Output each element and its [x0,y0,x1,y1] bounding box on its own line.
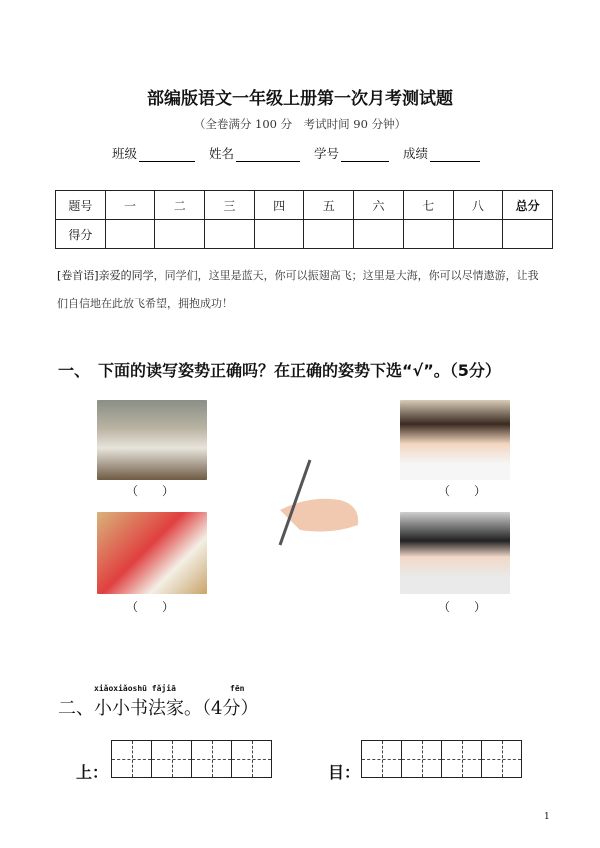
score-cell[interactable] [453,220,503,249]
score-cell[interactable] [304,220,354,249]
info-name-label: 姓名 [209,146,235,161]
writing-grid-1[interactable] [111,740,272,778]
pinyin-fen: fēn [230,684,245,693]
exam-title: 部编版语文一年级上册第一次月考测试题 [147,89,453,109]
score-row-label: 得分 [56,220,106,249]
char-label-shang: 上： [76,763,109,782]
intro-body: ，同学们，这里是蓝天，你可以振翅高飞；这里是大海，你可以尽情遨游，让我们自信地在此放飞希望，拥抱成功！ [57,269,539,310]
page-number: 1 [544,812,550,822]
score-cell[interactable] [205,220,255,249]
score-blank[interactable] [430,147,480,162]
score-cell[interactable] [403,220,453,249]
header-cell: 三 [205,191,255,220]
answer-blank-4[interactable]: （ ） [438,600,487,614]
score-cell[interactable] [105,220,155,249]
info-class-label: 班级 [112,146,138,161]
header-cell-total: 总分 [503,191,553,220]
intro-text [57,262,547,318]
char-label-mu: 目： [328,763,361,782]
score-cell[interactable] [254,220,304,249]
name-blank[interactable] [236,147,300,162]
score-cell[interactable] [354,220,404,249]
score-table [55,190,553,249]
score-cell[interactable] [155,220,205,249]
header-cell: 四 [254,191,304,220]
question-2-title: 二、小小书法家。（4分） [58,698,259,719]
info-id-label: 学号 [314,146,340,161]
student-info [112,144,480,162]
answer-blank-3[interactable]: （ ） [126,600,175,614]
pinyin-title: xiǎoxiǎoshū fǎjiā [94,684,176,693]
answer-blank-1[interactable]: （ ） [126,484,175,498]
class-blank[interactable] [139,147,195,162]
photo-girl-reading-book [97,512,207,594]
photo-child-writing-close [400,400,510,480]
header-cell: 五 [304,191,354,220]
header-cell: 七 [403,191,453,220]
info-score-label: 成绩 [403,146,429,161]
photo-students-reading [97,400,207,480]
id-blank[interactable] [341,147,389,162]
header-cell: 八 [453,191,503,220]
writing-grid-2[interactable] [361,740,522,778]
answer-blank-2[interactable]: （ ） [438,484,487,498]
question-1-title: 一、 下面的读写姿势正确吗？在正确的姿势下选“√”。（5分） [58,361,501,380]
header-cell: 六 [354,191,404,220]
exam-subtitle: （全卷满分 100 分 考试时间 90 分钟） [193,117,407,131]
score-cell[interactable] [503,220,553,249]
pen-hand-illustration [270,455,365,550]
header-cell: 二 [155,191,205,220]
header-cell: 题号 [56,191,106,220]
photo-girl-writing-low [400,512,510,594]
intro-lead: [卷首语]亲爱的同学 [57,269,154,282]
header-cell: 一 [105,191,155,220]
